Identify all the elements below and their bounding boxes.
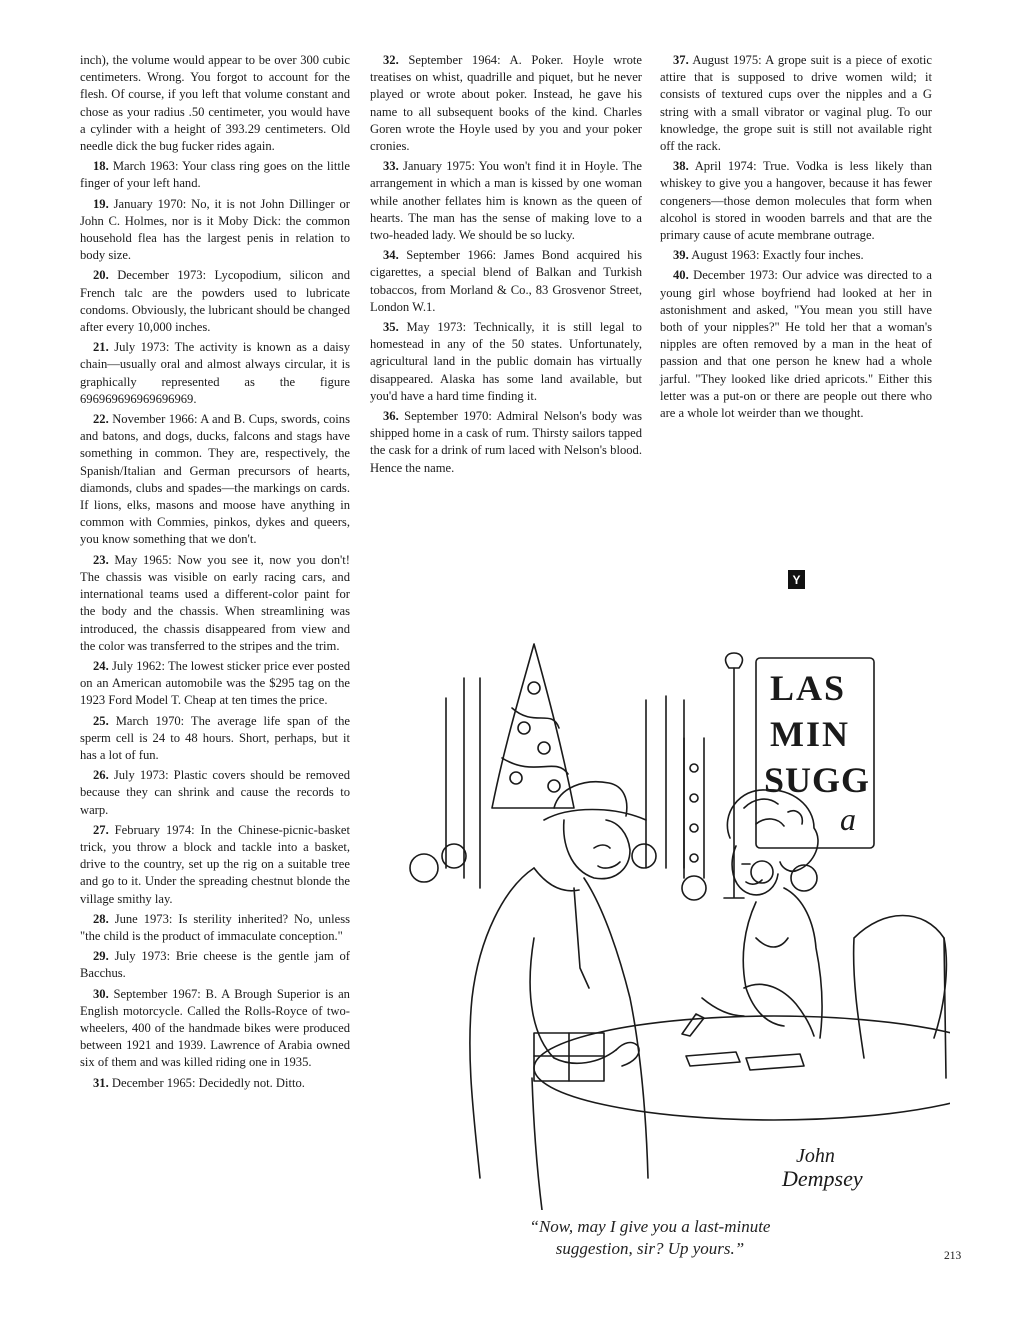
answer-text: May 1965: Now you see it, now you don't! The chassis was visible on early racing cars, and international teams used a different-color paint for the body and the chassis. When streamlining was introduced, the chassis disappeared from view and the color was transferred to the stripes and the trim. (80, 552, 350, 653)
caption-line-2: suggestion, sir? Up yours.” (555, 1239, 745, 1258)
answer-text: March 1970: The average life span of the sperm cell is 24 to 48 hours. Short, perhaps, but it has a lot of fun. (80, 713, 350, 762)
answer-number: 22. (93, 412, 109, 427)
signature-line-1: John (796, 1145, 835, 1167)
answer-text: July 1973: The activity is known as a daisy chain—usually oral and almost always circular, it is graphically represented as the figure 696969696969696969. (80, 340, 350, 406)
answer-paragraph (80, 552, 350, 655)
answer-text: July 1962: The lowest sticker price ever posted on an American automobile was the $295 tag on the 1923 Ford Model T. Cheap at ten times the price. (80, 658, 350, 708)
sign-line-2: MIN (770, 714, 850, 754)
signature-line-2: Dempsey (782, 1166, 863, 1191)
text-column-3 (660, 52, 932, 425)
answer-number: 18. (93, 159, 109, 174)
answer-paragraph (80, 1075, 350, 1092)
answer-number: 21. (93, 340, 109, 355)
answer-text: December 1965: Decidedly not. Ditto. (111, 1075, 305, 1090)
sign-script: a (840, 801, 856, 837)
answer-number: 19. (93, 196, 109, 211)
answer-text: November 1966: A and B. Cups, swords, coins and batons, and dogs, ducks, falcons and stags have something in common. They are, respectively, the Spanish/Italian and German precursors of hearts, diamonds, clubs and spades—the markings on cards. If lions, elks, masons and moose have anything in common with Commies, pinkos, dykes and queers, you know something that we don't. (80, 412, 350, 547)
answer-paragraph (80, 822, 350, 908)
answer-text: January 1970: No, it is not John Dillinger or John C. Holmes, nor is it Moby Dick: the common household flea has the largest penis in relation to body size. (80, 196, 350, 263)
man-head (564, 820, 630, 879)
answer-paragraph (80, 411, 350, 549)
answer-text: inch), the volume would appear to be over 300 cubic centimeters. Wrong. You forgot to account for the flesh. Of course, if you left that volume constant and chose as your radius .50 centimeter, you would have a cylinder with a height of 393.29 centimeters. Old needle dick the bug fucker rides again. (80, 53, 350, 154)
answer-number: 28. (93, 911, 109, 926)
answer-text: May 1973: Technically, it is still legal to homestead in any of the 50 states. Unfortunately, agricultural land in the public domain has virtually disappeared. Alaska has some land available, but you'd have a hard time finding it. (370, 320, 642, 403)
christmas-tree (492, 644, 574, 808)
answer-paragraph (80, 713, 350, 765)
answer-paragraph (80, 267, 350, 336)
answer-number: 23. (93, 552, 109, 567)
answer-text: July 1973: Brie cheese is the gentle jam of Bacchus. (80, 949, 350, 981)
answer-text: February 1974: In the Chinese-picnic-basket trick, you throw a block and tackle into a basket, drive to the country, set up the rig on a suitable tree and go to it. Under the spreading chestnut blonde the village smithy lay. (80, 822, 350, 906)
woman-face (732, 846, 778, 895)
woman-dress (743, 902, 784, 1026)
end-mark-rabbit-icon: Y (788, 570, 805, 589)
answer-number: 29. (93, 949, 109, 964)
table-top (534, 1016, 950, 1120)
answer-paragraph (370, 158, 642, 244)
answer-number: 20. (93, 268, 109, 283)
answer-number: 38. (673, 159, 689, 174)
answer-text: September 1964: A. Poker. Hoyle wrote treatises on whist, quadrille and piquet, but he never played or wrote about poker. Instead, he gave his name to all subsequent books of the kind. Charles Goren wrote the Hoyle used by you and your poker cronies. (370, 53, 642, 154)
answer-paragraph (660, 247, 932, 264)
answer-text: March 1963: Your class ring goes on the little finger of your left hand. (80, 159, 350, 191)
answer-text: August 1975: A grope suit is a piece of exotic attire that is supposed to drive women wild; it consists of textured cups over the nipples and a G string with a small vibrator or vaginal plug. To our knowledge, the grope suit is still not available right off the rack. (660, 53, 932, 154)
answer-text: September 1966: James Bond acquired his cigarettes, a special blend of Balkan and Turkish tobaccos, from Morland & Co., 83 Grosvenor Street, London W.1. (370, 248, 642, 314)
answer-text: July 1973: Plastic covers should be removed because they can shrink and cause the records to warp. (80, 768, 350, 817)
woman-hair (727, 790, 818, 871)
answer-paragraph (80, 196, 350, 265)
cartoon-caption (450, 1216, 850, 1260)
answer-paragraph (80, 158, 350, 192)
answer-paragraph (370, 319, 642, 405)
answer-paragraph (370, 52, 642, 155)
answer-number: 27. (93, 822, 109, 837)
answer-text: September 1967: B. A Brough Superior is an English motorcycle. Called the Rolls-Royce of two-wheelers, 400 of the handmade bikes were produced between 1921 and 1939. Lawrence of Arabia owned six of them and was killed riding one in 1935. (80, 986, 350, 1070)
answer-paragraph (80, 339, 350, 408)
answer-number: 26. (93, 768, 109, 783)
answer-number: 40. (673, 268, 689, 283)
answer-paragraph (80, 948, 350, 982)
answer-number: 36. (383, 409, 399, 424)
answer-paragraph (660, 267, 932, 422)
answer-text: September 1970: Admiral Nelson's body was shipped home in a cask of rum. Thirsty sailors tapped the cask for a drink of rum laced with Nelson's blood. Hence the name. (370, 409, 642, 475)
answer-paragraph (80, 767, 350, 819)
sign-line-3: SUGG (764, 760, 871, 800)
answer-paragraph (80, 52, 350, 155)
answer-number: 24. (93, 658, 109, 673)
answer-number: 37. (673, 53, 689, 67)
answer-text: June 1973: Is sterility inherited? No, unless "the child is the product of immaculate conception." (80, 911, 350, 943)
answer-paragraph (660, 158, 932, 244)
answer-number: 35. (383, 320, 399, 335)
text-column-2 (370, 52, 642, 480)
answer-number: 39. (673, 248, 689, 263)
answer-number: 25. (93, 713, 109, 728)
answer-number: 32. (383, 53, 399, 67)
man-coat (470, 868, 534, 1178)
answer-paragraph (80, 911, 350, 945)
page-number: 213 (944, 1250, 962, 1262)
answer-number: 31. (93, 1075, 109, 1090)
answer-paragraph (370, 408, 642, 477)
caption-line-1: “Now, may I give you a last-minute (529, 1217, 771, 1236)
sign-line-1: LAS (770, 668, 847, 708)
answer-paragraph (80, 658, 350, 710)
answer-number: 34. (383, 248, 399, 263)
answer-text: August 1963: Exactly four inches. (691, 248, 864, 263)
answer-paragraph (370, 247, 642, 316)
answer-number: 33. (383, 159, 399, 174)
answer-text: December 1973: Our advice was directed to a young girl whose boyfriend had looked at her in astonishment and asked, "You mean you still have both of your nipples?" He told her that a woman's nipples are often removed by a man in the heat of passion and that one person he knew had a whole jarful. "They looked like dried apricots." Either this letter was a put-on or there are people out there who are a whole lot weirder than we thought. (660, 268, 932, 421)
text-column-1 (80, 52, 350, 1095)
answer-text: January 1975: You won't find it in Hoyle. The arrangement in which a man is kissed by one woman while another fellates him is known as the queen of hearts. The man has the sense of making love to a two-headed lady. We should be so lucky. (370, 159, 642, 243)
answer-number: 30. (93, 986, 109, 1001)
chair-back (854, 916, 947, 1059)
answer-text: April 1974: True. Vodka is less likely than whiskey to give you a hangover, because it has fewer congeners—those demon molecules that form when alcohol is stored in wooden barrels and that are the primary cause of acute membrane outrage. (660, 159, 932, 243)
answer-paragraph (660, 52, 932, 155)
cartoon-illustration (384, 638, 950, 1210)
answer-text: December 1973: Lycopodium, silicon and French talc are the powders used to lubricate condoms. Obviously, the lubricant should be changed after every 10,000 inches. (80, 268, 350, 335)
answer-paragraph (80, 986, 350, 1072)
